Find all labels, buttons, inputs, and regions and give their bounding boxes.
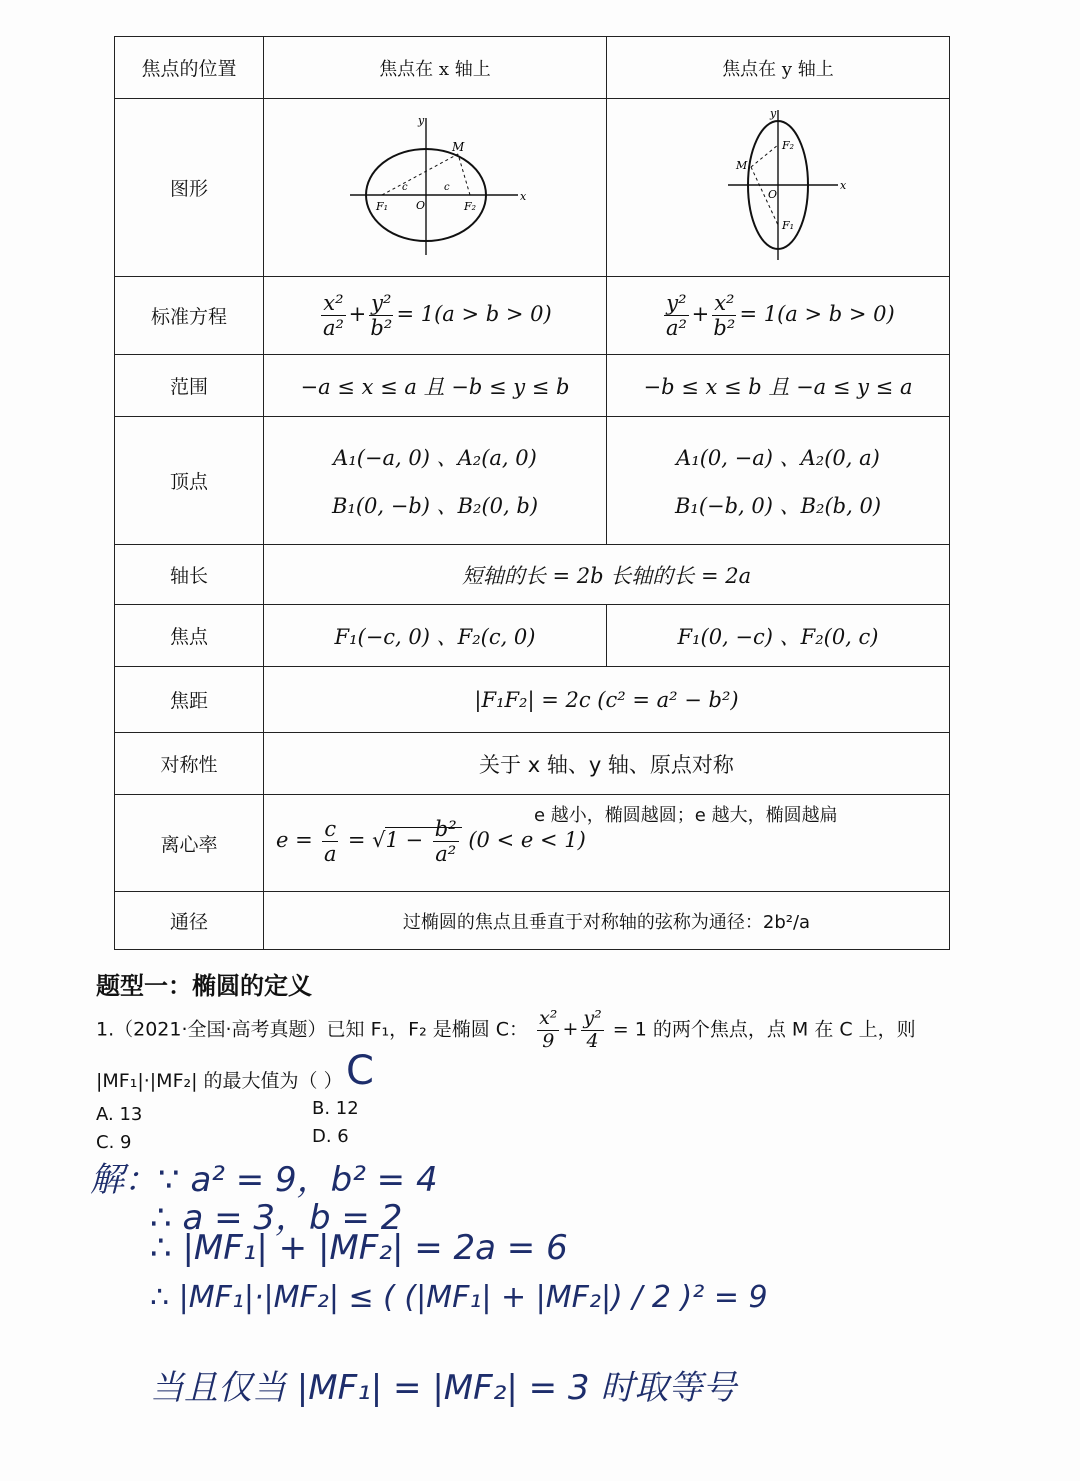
svg-text:M: M <box>736 159 748 172</box>
label-eccentricity: 离心率 <box>115 795 264 892</box>
header-x-axis: 焦点在 x 轴上 <box>264 37 607 99</box>
svg-text:c: c <box>444 182 450 193</box>
question-continuation: = 1 的两个焦点，点 M 在 C 上，则 <box>612 1018 916 1041</box>
svg-text:y: y <box>770 107 777 120</box>
label-vertex: 顶点 <box>115 417 264 545</box>
row-axis-length <box>115 545 950 605</box>
fraction-x2-b2: $\frac{\text{x²}}{\text{b²}}$ <box>713 290 736 340</box>
eccentricity-note: e 越小，椭圆越圆；e 越大，椭圆越扁 <box>534 805 838 826</box>
equation-y-tail: = 1(a > b > 0) <box>739 302 895 326</box>
handwritten-line-3: ∴ |MF₁| + |MF₂| = 2a = 6 <box>150 1228 568 1268</box>
option-d: D. 6 <box>312 1126 349 1147</box>
vertex-x-b: B₁(0, −b) 、B₂(0, b) <box>331 493 539 518</box>
symmetry-text: 关于 x 轴、y 轴、原点对称 <box>264 733 950 795</box>
svg-text:y: y <box>418 114 425 127</box>
row-latus-rectum <box>115 892 950 950</box>
question-ellipse-equation: $\frac{\text{x²}}{9}$ + $\frac{\text{y²}}{4}$ <box>539 1007 602 1052</box>
range-y: −b ≤ x ≤ b 且 −a ≤ y ≤ a <box>607 355 950 417</box>
svg-text:O: O <box>416 199 426 212</box>
svg-text:F₂: F₂ <box>782 139 795 152</box>
svg-text:O: O <box>768 188 778 201</box>
ellipse-properties-table <box>114 36 950 950</box>
label-figure: 图形 <box>115 99 264 277</box>
vertical-ellipse-diagram <box>708 105 848 265</box>
vertex-x <box>264 417 607 545</box>
eccentricity-range: (0 < e < 1) <box>468 828 586 853</box>
eccentricity-formula: e = $\frac{c}{a}$ = √1 − $\frac{\text{b²}}{\text{a²}}$ (0 < e < 1) <box>276 817 586 867</box>
row-vertex <box>115 417 950 545</box>
row-focus <box>115 605 950 667</box>
svg-text:F₁: F₁ <box>376 200 389 213</box>
label-equation: 标准方程 <box>115 277 264 355</box>
section-title: 题型一：椭圆的定义 <box>96 972 312 1000</box>
focus-x: F₁(−c, 0) 、F₂(c, 0) <box>264 605 607 667</box>
focus-y: F₁(0, −c) 、F₂(0, c) <box>607 605 950 667</box>
focal-distance-text: |F₁F₂| = 2c (c² = a² − b²) <box>264 667 950 733</box>
svg-text:F₁: F₁ <box>782 219 795 232</box>
row-figure <box>115 99 950 277</box>
equation-x: $\frac{\text{x²}}{\text{a²}}$ + $\frac{\text{y²}}{\text{b²}}$ = 1(a > b > 0) <box>264 277 607 355</box>
handwritten-line-4: ∴ |MF₁|·|MF₂| ≤ ( (|MF₁| + |MF₂|) / 2 )² = 9 <box>150 1280 768 1315</box>
label-latus-rectum: 通径 <box>115 892 264 950</box>
svg-text:x: x <box>520 190 527 203</box>
label-symmetry: 对称性 <box>115 733 264 795</box>
horizontal-ellipse-diagram <box>340 110 530 260</box>
figure-y-ellipse <box>607 99 950 277</box>
fraction-y2-a2: $\frac{\text{y²}}{\text{a²}}$ <box>665 290 687 340</box>
handwritten-line-1: 解：∵ a² = 9，b² = 4 <box>90 1160 438 1200</box>
svg-text:x: x <box>840 179 847 192</box>
label-focus: 焦点 <box>115 605 264 667</box>
svg-text:c: c <box>402 182 408 193</box>
label-focal-distance: 焦距 <box>115 667 264 733</box>
vertex-y-b: B₁(−b, 0) 、B₂(b, 0) <box>674 493 882 518</box>
svg-text:F₂: F₂ <box>464 200 477 213</box>
equation-x-tail: = 1(a > b > 0) <box>396 302 552 326</box>
vertex-x-a: A₁(−a, 0) 、A₂(a, 0) <box>333 445 537 470</box>
header-focus-position: 焦点的位置 <box>115 37 264 99</box>
row-equation <box>115 277 950 355</box>
header-y-axis: 焦点在 y 轴上 <box>607 37 950 99</box>
row-focal-distance <box>115 667 950 733</box>
svg-text:M: M <box>452 140 465 154</box>
option-a: A. 13 <box>96 1104 143 1125</box>
figure-x-ellipse <box>264 99 607 277</box>
handwritten-answer: C <box>346 1048 374 1094</box>
row-eccentricity <box>115 795 950 892</box>
range-x: −a ≤ x ≤ a 且 −b ≤ y ≤ b <box>264 355 607 417</box>
fraction-x2-a2: $\frac{\text{x²}}{\text{a²}}$ <box>322 290 344 340</box>
axis-length-text: 短轴的长 = 2b 长轴的长 = 2a <box>264 545 950 605</box>
question-line-2: |MF₁|·|MF₂| 的最大值为（ ） <box>96 1070 343 1092</box>
equation-y: $\frac{\text{y²}}{\text{a²}}$ + $\frac{\text{x²}}{\text{b²}}$ = 1(a > b > 0) <box>607 277 950 355</box>
question-intro: 1.（2021·全国·高考真题）已知 F₁，F₂ 是椭圆 C： <box>96 1018 529 1041</box>
option-b: B. 12 <box>312 1098 359 1119</box>
vertex-y <box>607 417 950 545</box>
row-range <box>115 355 950 417</box>
option-c: C. 9 <box>96 1132 132 1153</box>
table-header-row <box>115 37 950 99</box>
label-axis-length: 轴长 <box>115 545 264 605</box>
handwritten-line-2: ∴ a = 3，b = 2 <box>150 1198 403 1238</box>
label-range: 范围 <box>115 355 264 417</box>
row-symmetry <box>115 733 950 795</box>
latus-rectum-text: 过椭圆的焦点且垂直于对称轴的弦称为通径：2b²/a <box>264 892 950 950</box>
question-line-1 <box>96 1008 916 1053</box>
eccentricity-cell <box>264 795 950 892</box>
vertex-y-a: A₁(0, −a) 、A₂(0, a) <box>676 445 880 470</box>
handwritten-line-5: 当且仅当 |MF₁| = |MF₂| = 3 时取等号 <box>150 1368 737 1408</box>
fraction-y2-b2: $\frac{\text{y²}}{\text{b²}}$ <box>370 290 393 340</box>
